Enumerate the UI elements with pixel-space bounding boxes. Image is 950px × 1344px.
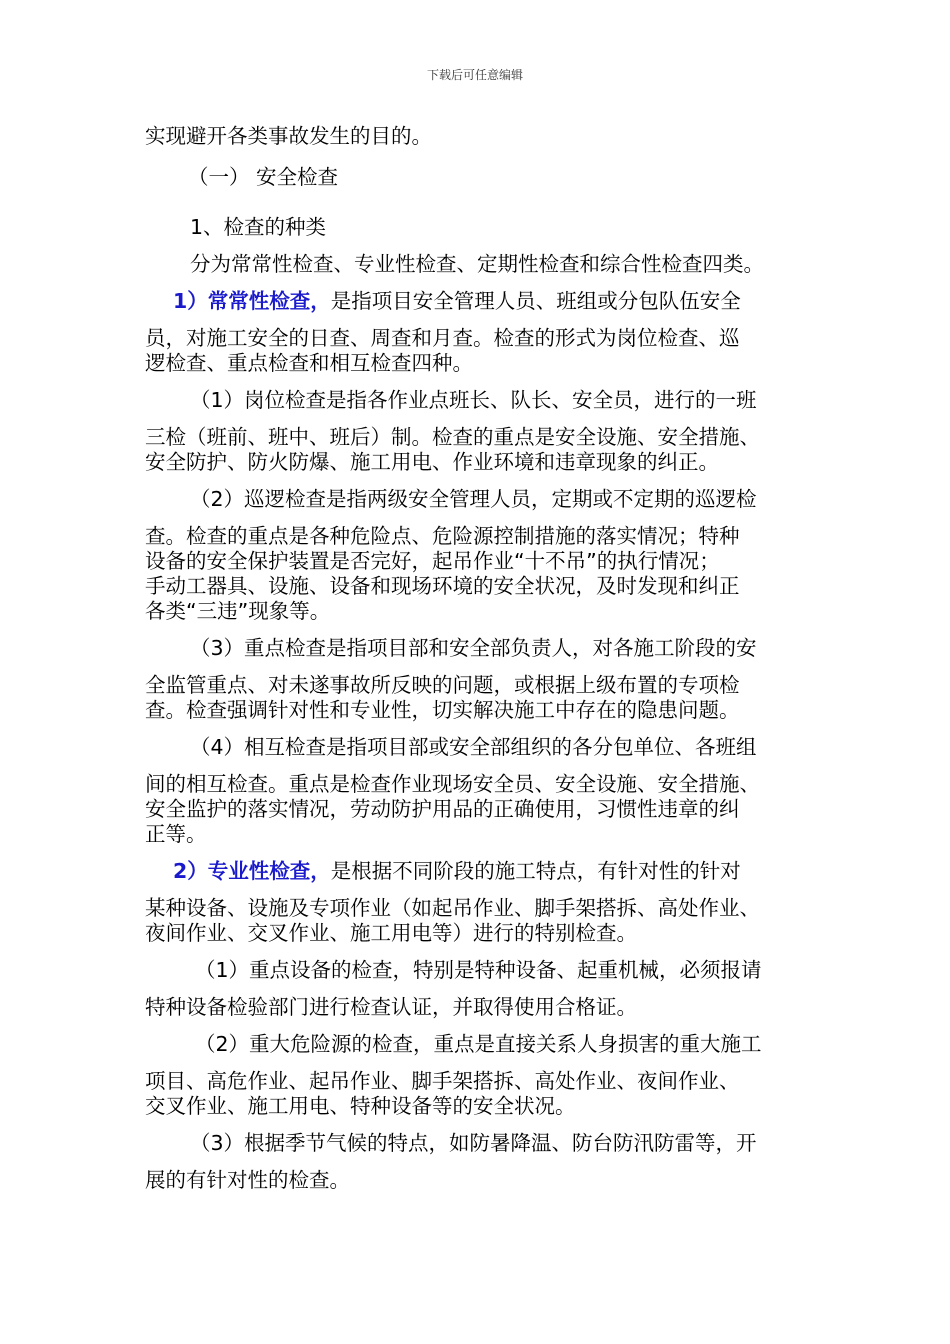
document-body [145,120,810,1193]
paragraph-line: 1）常常性检查，是指项目安全管理人员、班组或分包队伍安全 [173,289,741,313]
paragraph-line: 间的相互检查。重点是检查作业现场安全员、安全设施、安全措施、 [145,772,760,796]
paragraph-line: 设备的安全保护装置是否完好，起吊作业“十不吊”的执行情况； [145,549,720,573]
paragraph-line: 手动工器具、设施、设备和现场环境的安全状况，及时发现和纠正 [145,574,740,598]
paragraph-line: 展的有针对性的检查。 [145,1168,350,1192]
paragraph-line: （2）巡逻检查是指两级安全管理人员，定期或不定期的巡逻检 [190,487,757,511]
paragraph-line: 查。检查的重点是各种危险点、危险源控制措施的落实情况；特种 [145,524,740,548]
subsection-heading: 1、检查的种类 [190,215,327,239]
paragraph-line: （3）根据季节气候的特点，如防暑降温、防台防汛防雷等，开 [190,1131,757,1155]
paragraph-line: 特种设备检验部门进行检查认证，并取得使用合格证。 [145,995,637,1019]
paragraph-line: 逻检查、重点检查和相互检查四种。 [145,351,473,375]
paragraph-line: 某种设备、设施及专项作业（如起吊作业、脚手架搭拆、高处作业、 [145,896,760,920]
paragraph-line: （1）重点设备的检查，特别是特种设备、起重机械，必须报请 [195,958,762,982]
paragraph-line: 交叉作业、施工用电、特种设备等的安全状况。 [145,1094,576,1118]
paragraph-line: 查。检查强调针对性和专业性，切实解决施工中存在的隐患问题。 [145,698,740,722]
paragraph-line: 分为常常性检查、专业性检查、定期性检查和综合性检查四类。 [190,252,764,276]
paragraph-line: 正等。 [145,822,207,846]
page-header: 下载后可任意编辑 [426,68,523,82]
paragraph-line: （1）岗位检查是指各作业点班长、队长、安全员，进行的一班 [190,388,757,412]
paragraph-line: 2）专业性检查，是根据不同阶段的施工特点，有针对性的针对 [173,859,741,883]
paragraph-line: 实现避开各类事故发生的目的。 [145,124,432,148]
paragraph-line: 安全监护的落实情况，劳动防护用品的正确使用，习惯性违章的纠 [145,797,740,821]
paragraph-line: 安全防护、防火防爆、施工用电、作业环境和违章现象的纠正。 [145,450,719,474]
paragraph-line: （4）相互检查是指项目部或安全部组织的各分包单位、各班组 [190,735,757,759]
paragraph-line: 全监管重点、对未遂事故所反映的问题，或根据上级布置的专项检 [145,673,740,697]
paragraph-line: 项目、高危作业、起吊作业、脚手架搭拆、高处作业、夜间作业、 [145,1069,740,1093]
paragraph-line: 员，对施工安全的日查、周查和月查。检查的形式为岗位检查、巡 [145,326,740,350]
paragraph-line: 各类“三违”现象等。 [145,599,331,623]
paragraph-line: 夜间作业、交叉作业、施工用电等）进行的特别检查。 [145,921,637,945]
paragraph-line: （3）重点检查是指项目部和安全部负责人，对各施工阶段的安 [190,636,757,660]
paragraph-line: 三检（班前、班中、班后）制。检查的重点是安全设施、安全措施、 [145,425,760,449]
paragraph-line: （2）重大危险源的检查，重点是直接关系人身损害的重大施工 [195,1032,762,1056]
bold-term: 1）常常性检查， [173,289,331,313]
section-heading: （一） 安全检查 [188,165,339,189]
bold-term: 2）专业性检查， [173,859,331,883]
